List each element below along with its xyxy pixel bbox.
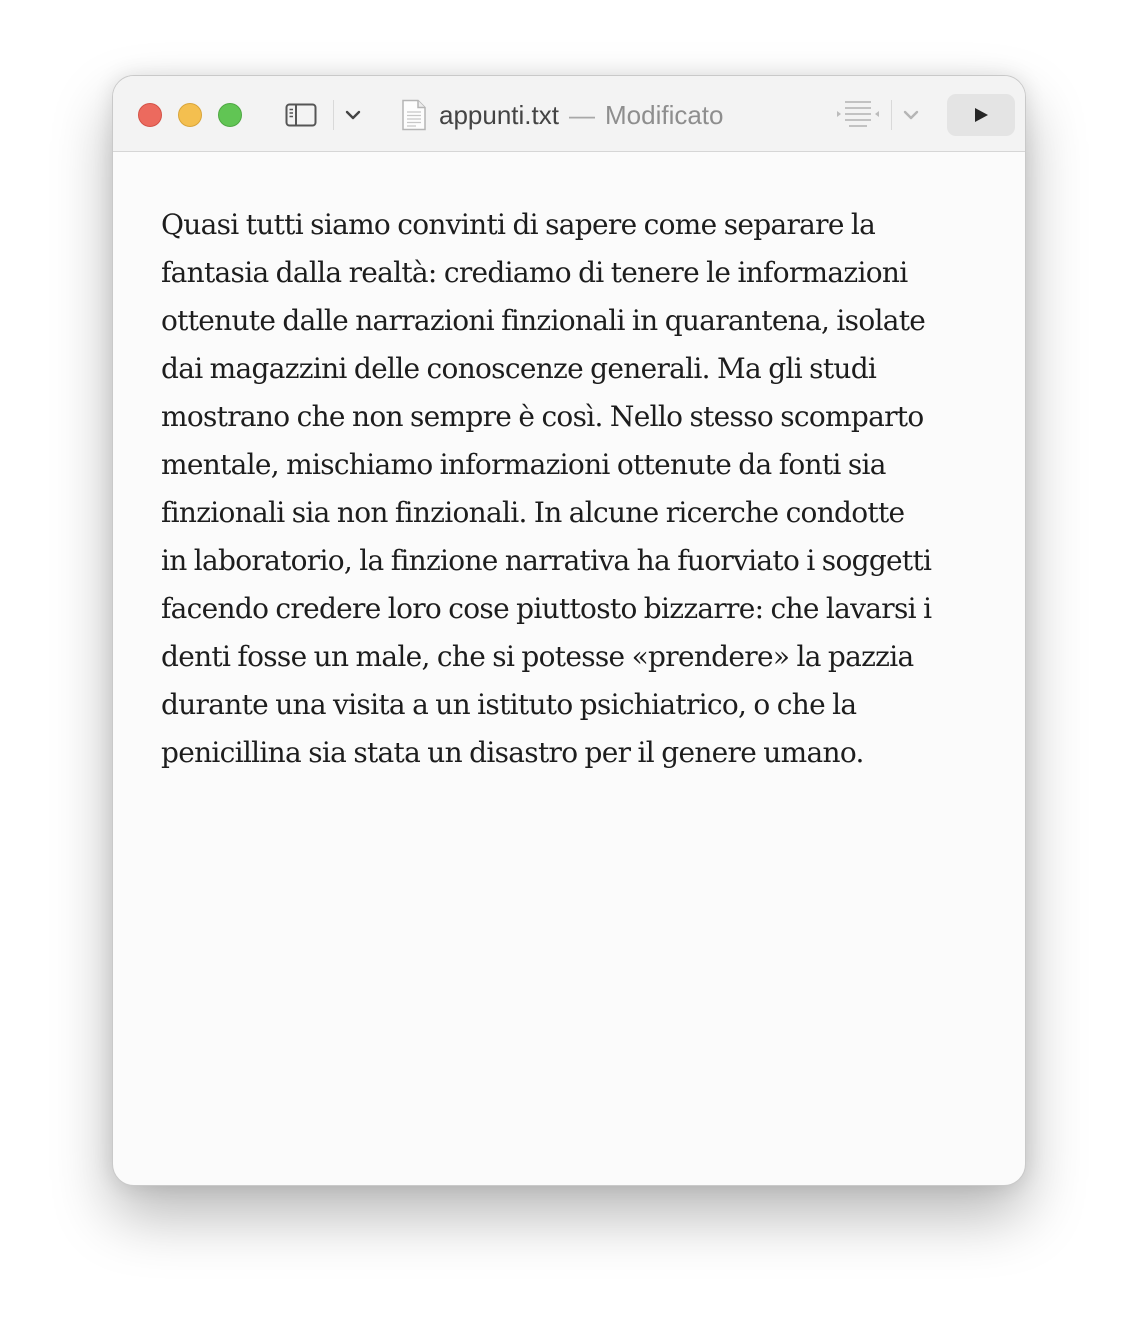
chevron-down-icon	[903, 110, 919, 120]
list-icon[interactable]	[835, 98, 881, 130]
maximize-button[interactable]	[218, 103, 242, 127]
text-line: durante una visita a un istituto psichiatrico, o che la	[161, 688, 857, 721]
title-bar[interactable]	[113, 76, 1025, 152]
sidebar-toggle-button[interactable]	[283, 101, 319, 129]
text-line: penicillina sia stata un disastro per il genere umano.	[161, 736, 864, 769]
play-icon	[973, 107, 989, 123]
text-line: facendo credere loro cose piuttosto bizzarre: che lavarsi i	[161, 592, 932, 625]
editor-text-area[interactable]	[161, 201, 981, 777]
text-line: mostrano che non sempre è così. Nello stesso scomparto	[161, 400, 924, 433]
window-title[interactable]	[439, 100, 723, 130]
close-button[interactable]	[138, 103, 162, 127]
document-status: Modificato	[604, 100, 724, 130]
chevron-down-icon	[345, 110, 361, 120]
editor-window	[112, 75, 1026, 1186]
toolbar-divider	[891, 100, 892, 130]
minimize-button[interactable]	[178, 103, 202, 127]
text-line: ottenute dalle narrazioni finzionali in quarantena, isolate	[161, 304, 926, 337]
text-line: denti fosse un male, che si potesse «prendere» la pazzia	[161, 640, 914, 673]
run-button[interactable]	[947, 94, 1015, 136]
title-separator: —	[568, 100, 595, 130]
text-line: in laboratorio, la finzione narrativa ha fuorviato i soggetti	[161, 544, 932, 577]
sidebar-menu-button[interactable]	[343, 105, 363, 125]
text-line: finzionali sia non finzionali. In alcune ricerche condotte	[161, 496, 905, 529]
text-line: fantasia dalla realtà: crediamo di tenere le informazioni	[161, 256, 908, 289]
text-line: mentale, mischiamo informazioni ottenute da fonti sia	[161, 448, 886, 481]
sidebar-icon	[285, 103, 317, 127]
document-icon	[401, 99, 427, 131]
document-filename: appunti.txt	[439, 100, 559, 130]
text-line: Quasi tutti siamo convinti di sapere come separare la	[161, 208, 876, 241]
text-line: dai magazzini delle conoscenze generali. Ma gli studi	[161, 352, 877, 385]
toolbar-divider	[333, 100, 334, 130]
outline-menu-button[interactable]	[901, 105, 921, 125]
